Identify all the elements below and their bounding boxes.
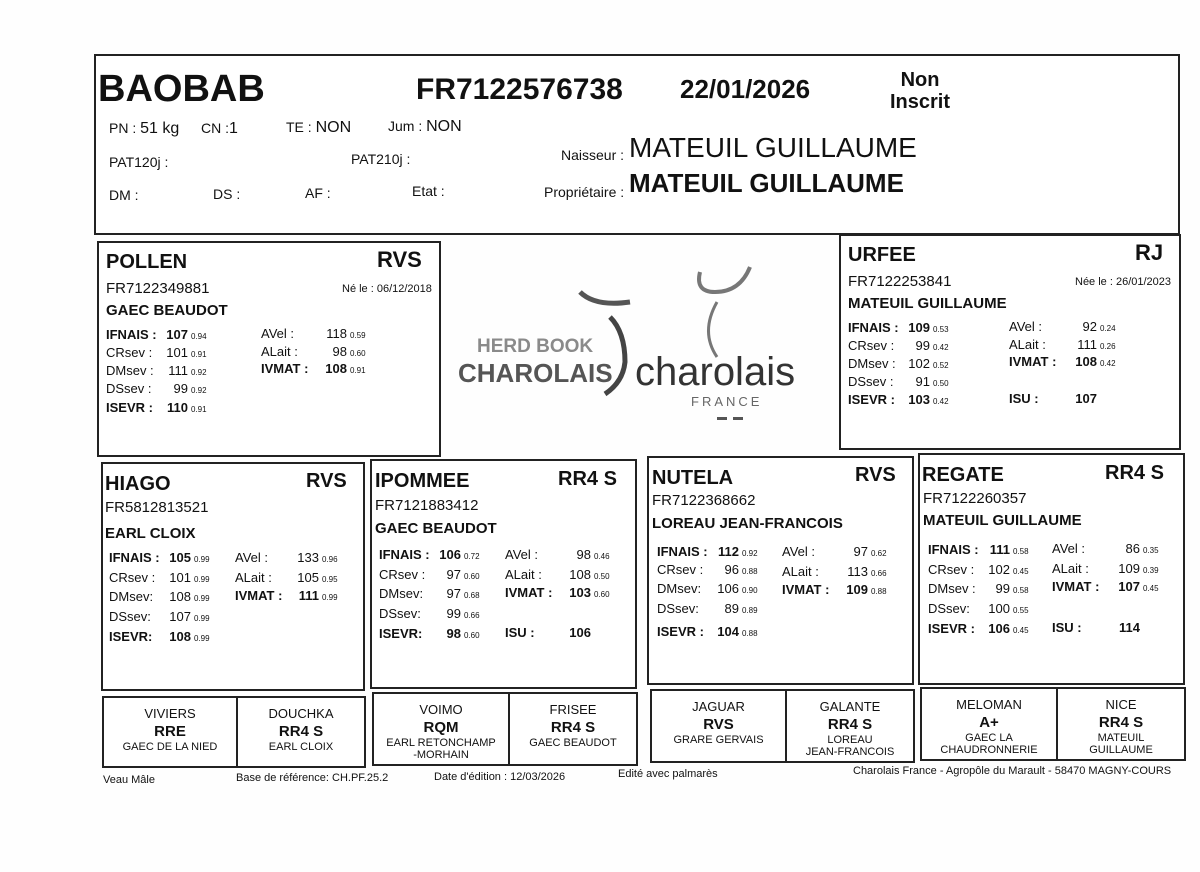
maternal-granddam-panel (918, 453, 1185, 685)
proprietaire-value: MATEUIL GUILLAUME (629, 168, 904, 198)
naisseur-label: Naisseur : (561, 147, 625, 163)
pgd-avel: AVel : 98 0.46 (505, 547, 610, 562)
sire-id: FR7122349881 (106, 280, 210, 297)
dm-label: DM : (109, 187, 139, 203)
ggp-nice (1056, 689, 1184, 759)
dam-birth-date: Née le : 26/01/2023 (1075, 276, 1172, 288)
sire-ifnais: IFNAIS : 107 0.94 (106, 327, 207, 342)
pgs-dmsev: DMsev: 108 0.99 (109, 589, 210, 604)
ggp-owner: EARL RETONCHAMP (386, 737, 496, 749)
sire-crsev: CRsev : 101 0.91 (106, 345, 207, 360)
pgs-alait: ALait : 105 0.95 (235, 570, 338, 585)
ggp-qualification: RR4 S (550, 719, 596, 736)
pgs-name: HIAGO (105, 473, 171, 495)
paternal-granddam-panel (370, 459, 637, 689)
jum-label: Jum : (388, 118, 423, 134)
ggp-owner: EARL CLOIX (268, 741, 334, 753)
pn-label: PN : (109, 120, 137, 136)
ggp-qualification: RR4 S (1098, 714, 1144, 731)
mgs-ivmat: IVMAT : 109 0.88 (782, 582, 887, 597)
ggp-name: NICE (1105, 697, 1137, 712)
footer-address: Charolais France - Agropôle du Marault - 58470 MAGNY-COURS (853, 765, 1172, 777)
pgd-id: FR7121883412 (375, 497, 479, 514)
mgd-alait: ALait : 109 0.39 (1052, 561, 1159, 576)
jum-value: NON (426, 118, 462, 135)
status-line-1: Non (900, 69, 940, 91)
registration-status (890, 69, 950, 113)
mgd-crsev: CRsev : 102 0.45 (928, 562, 1029, 577)
mgd-id: FR7122260357 (923, 490, 1027, 507)
ggp-owner-line-2: -MORHAIN (413, 749, 469, 761)
ggp-name: VIVIERS (144, 706, 196, 721)
dam-owner: MATEUIL GUILLAUME (848, 295, 1007, 312)
ggp-pair-2 (372, 692, 638, 766)
pn-field (109, 120, 179, 138)
status-line-2: Inscrit (890, 91, 951, 113)
ggp-voimo (374, 694, 508, 764)
etat-label: Etat : (412, 183, 445, 199)
header-box (94, 54, 1180, 235)
pat120-label: PAT120j : (109, 154, 169, 170)
pgs-dssev: DSsev: 107 0.99 (109, 609, 210, 624)
cn-value: 1 (229, 120, 238, 137)
ggp-owner: GAEC DE LA NIED (122, 741, 218, 753)
dam-dmsev: DMsev : 102 0.52 (848, 356, 949, 371)
pgd-name: IPOMMEE (375, 470, 470, 492)
mgs-dssev: DSsev: 89 0.89 (657, 601, 758, 616)
cn-field (201, 120, 238, 138)
mgs-alait: ALait : 113 0.66 (782, 564, 887, 579)
ggp-owner-line-2: GUILLAUME (1089, 744, 1153, 756)
ds-label: DS : (213, 186, 241, 202)
herdbook-line-1: HERD BOOK (477, 336, 594, 357)
jum-field (388, 118, 462, 136)
pgs-isevr: ISEVR: 108 0.99 (109, 629, 210, 644)
charolais-logo (455, 262, 835, 432)
proprietaire-label: Propriétaire : (544, 184, 625, 200)
ggp-name: VOIMO (419, 702, 463, 717)
ggp-qualification: RR4 S (278, 723, 324, 740)
mgd-dssev: DSsev: 100 0.55 (928, 601, 1029, 616)
pgd-owner: GAEC BEAUDOT (375, 520, 497, 537)
ggp-owner: MATEUIL (1097, 732, 1145, 744)
pgd-isu: ISU : 106 (505, 625, 591, 640)
pgs-id: FR5812813521 (105, 499, 209, 516)
ggp-pair-3 (650, 689, 915, 763)
dam-isevr: ISEVR : 103 0.42 (848, 392, 949, 407)
ggp-qualification: RRE (154, 723, 186, 740)
mgs-ifnais: IFNAIS : 112 0.92 (657, 544, 758, 559)
footer-base: Base de référence: CH.PF.25.2 (236, 772, 389, 784)
pgd-crsev: CRsev : 97 0.60 (379, 567, 480, 582)
herdbook-line-2: CHAROLAIS (458, 358, 613, 388)
ggp-frisee (508, 694, 636, 764)
brand-name: charolais (635, 350, 796, 394)
te-value: NON (315, 119, 352, 136)
animal-id: FR7122576738 (416, 73, 623, 106)
pgs-ifnais: IFNAIS : 105 0.99 (109, 550, 210, 565)
sire-dssev: DSsev : 99 0.92 (106, 381, 207, 396)
pn-value: 51 kg (140, 120, 180, 137)
ggp-qualification: A+ (979, 714, 999, 731)
mgs-crsev: CRsev : 96 0.88 (657, 562, 758, 577)
dam-qualification: RJ (1135, 240, 1164, 265)
dam-panel (839, 234, 1181, 450)
mgd-dmsev: DMsev : 99 0.58 (928, 581, 1029, 596)
ggp-owner: LOREAU (827, 734, 873, 746)
mgs-isevr: ISEVR : 104 0.88 (657, 624, 758, 639)
paternal-grandsire-panel (101, 462, 365, 691)
pgd-isevr: ISEVR: 98 0.60 (379, 626, 480, 641)
ggp-owner: GAEC BEAUDOT (529, 737, 617, 749)
mgd-qualification: RR4 S (1105, 462, 1164, 484)
mgd-isevr: ISEVR : 106 0.45 (928, 621, 1029, 636)
sire-dmsev: DMsev : 111 0.92 (106, 363, 207, 378)
mgd-owner: MATEUIL GUILLAUME (923, 512, 1082, 529)
dam-dssev: DSsev : 91 0.50 (848, 374, 949, 389)
sire-name: POLLEN (106, 251, 188, 273)
ggp-qualification: RVS (703, 716, 734, 733)
mgd-ivmat: IVMAT : 107 0.45 (1052, 579, 1159, 594)
ggp-owner: GRARE GERVAIS (673, 734, 764, 746)
ggp-owner-line-2: CHAUDRONNERIE (940, 744, 1038, 756)
ggp-name: GALANTE (819, 699, 881, 714)
ggp-douchka (236, 698, 364, 766)
sire-owner: GAEC BEAUDOT (106, 302, 228, 319)
maternal-grandsire-panel (647, 456, 914, 685)
footer-edition-date: Date d'édition : 12/03/2026 (434, 771, 566, 783)
ggp-name: DOUCHKA (268, 706, 334, 721)
sire-ivmat: IVMAT : 108 0.91 (261, 361, 366, 376)
sire-alait: ALait : 98 0.60 (261, 344, 366, 359)
footer-sex: Veau Mâle (103, 774, 155, 786)
pgd-alait: ALait : 108 0.50 (505, 567, 610, 582)
ggp-qualification: RR4 S (827, 716, 873, 733)
animal-name: BAOBAB (98, 68, 265, 110)
pgs-qualification: RVS (306, 470, 347, 492)
sire-qualification: RVS (377, 247, 422, 272)
dam-avel: AVel : 92 0.24 (1009, 319, 1116, 334)
ggp-jaguar (652, 691, 785, 761)
dam-alait: ALait : 111 0.26 (1009, 337, 1116, 352)
mgs-owner: LOREAU JEAN-FRANCOIS (652, 515, 843, 532)
mgd-name: REGATE (922, 464, 1004, 486)
dam-ivmat: IVMAT : 108 0.42 (1009, 354, 1116, 369)
ggp-galante (785, 691, 913, 761)
sire-birth-date: Né le : 06/12/2018 (342, 283, 432, 295)
dam-isu: ISU : 107 (1009, 391, 1097, 406)
pgs-ivmat: IVMAT : 111 0.99 (235, 588, 338, 603)
brand-country: FRANCE (691, 394, 763, 409)
pgd-ifnais: IFNAIS : 106 0.72 (379, 547, 480, 562)
cn-label: CN : (201, 120, 229, 136)
pgd-dmsev: DMsev: 97 0.68 (379, 586, 480, 601)
sire-panel (97, 241, 441, 457)
ggp-name: JAGUAR (692, 699, 745, 714)
ggp-owner: GAEC LA (965, 732, 1013, 744)
mgd-isu: ISU : 114 (1052, 620, 1140, 635)
report-date: 22/01/2026 (680, 74, 811, 104)
ggp-name: MELOMAN (956, 697, 1022, 712)
ggp-name: FRISEE (549, 702, 597, 717)
pgs-crsev: CRsev : 101 0.99 (109, 570, 210, 585)
sire-isevr: ISEVR : 110 0.91 (106, 400, 207, 415)
pgd-ivmat: IVMAT : 103 0.60 (505, 585, 610, 600)
naisseur-value: MATEUIL GUILLAUME (629, 132, 917, 163)
ggp-viviers (104, 698, 236, 766)
mgs-name: NUTELA (652, 467, 734, 489)
mgd-avel: AVel : 86 0.35 (1052, 541, 1159, 556)
pgs-avel: AVel : 133 0.96 (235, 550, 338, 565)
sire-avel: AVel : 118 0.59 (261, 326, 366, 341)
ggp-qualification: RQM (423, 719, 459, 736)
pat210-label: PAT210j : (351, 151, 411, 167)
mgs-dmsev: DMsev: 106 0.90 (657, 581, 758, 596)
mgs-qualification: RVS (855, 464, 896, 486)
ggp-pair-4 (920, 687, 1186, 761)
dam-crsev: CRsev : 99 0.42 (848, 338, 949, 353)
pgs-owner: EARL CLOIX (105, 525, 196, 542)
af-label: AF : (305, 185, 331, 201)
mgs-id: FR7122368662 (652, 492, 756, 509)
footer-palmares: Edité avec palmarès (618, 768, 718, 780)
dam-ifnais: IFNAIS : 109 0.53 (848, 320, 949, 335)
dam-id: FR7122253841 (848, 273, 952, 290)
dam-name: URFEE (848, 244, 916, 266)
pgd-dssev: DSsev: 99 0.66 (379, 606, 480, 621)
ggp-owner-line-2: JEAN-FRANCOIS (805, 746, 895, 758)
ggp-meloman (922, 689, 1056, 759)
te-label: TE : (286, 119, 312, 135)
mgs-avel: AVel : 97 0.62 (782, 544, 887, 559)
mgd-ifnais: IFNAIS : 111 0.58 (928, 542, 1029, 557)
pgd-qualification: RR4 S (558, 468, 617, 490)
te-field (286, 119, 351, 137)
ggp-pair-1 (102, 696, 366, 768)
